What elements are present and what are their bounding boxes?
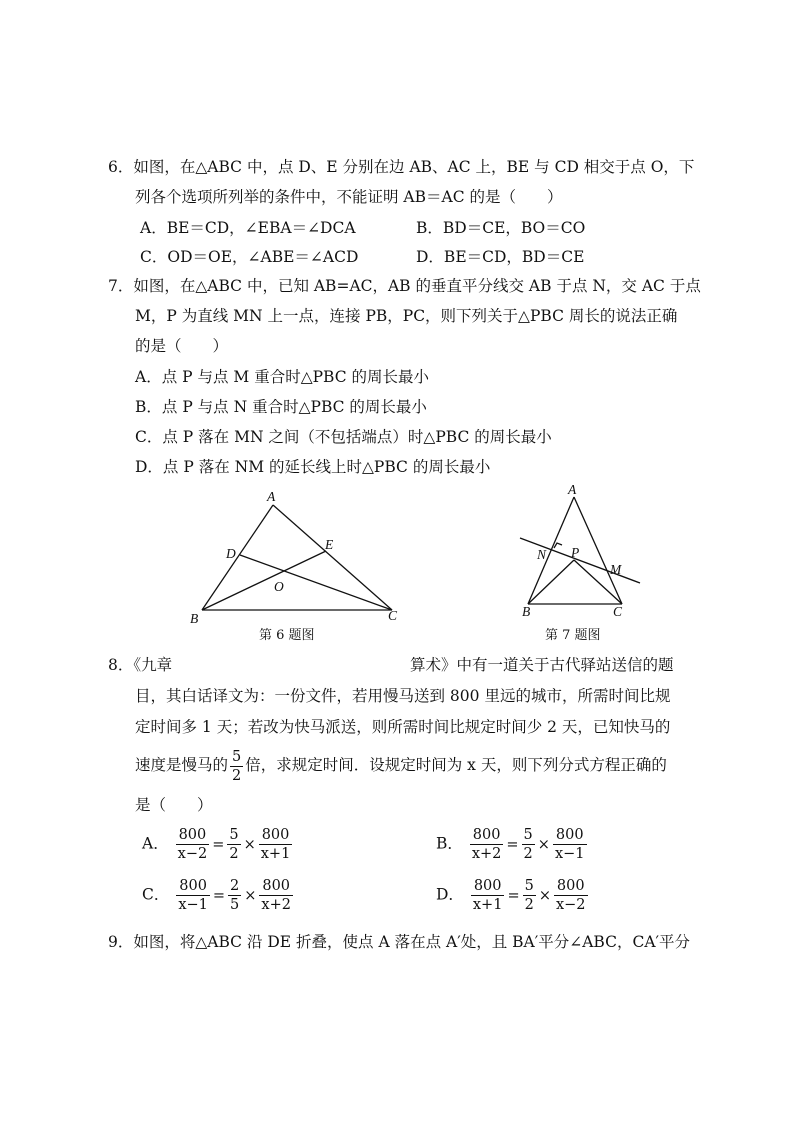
q8-option-b: B． $\frac{800}{x+2}$ = $\frac{5}{2}$ × $\frac{800}{x-1}$ — [436, 827, 585, 862]
q6-line-2: 列各个选项所列举的条件中，不能证明 AB＝AC 的是（ ） — [135, 188, 563, 206]
q8-option-a: A． $\frac{800}{x-2}$ = $\frac{5}{2}$ × $\frac{800}{x+1}$ — [142, 827, 291, 862]
fig6-side-ac — [273, 505, 392, 610]
fig7-label-n: N — [537, 547, 547, 562]
fig6-label-e: E — [325, 537, 334, 552]
q8-line-4 — [135, 745, 667, 785]
fig7-label-c: C — [613, 604, 623, 619]
q7-option-c: C．点 P 落在 MN 之间（不包括端点）时△PBC 的周长最小 — [135, 428, 552, 446]
fig6-label-b: B — [190, 611, 199, 626]
q7-line-2: M，P 为直线 MN 上一点，连接 PB，PC，则下列关于△PBC 周长的说法正确 — [135, 307, 678, 325]
fig6-label-a: A — [267, 489, 276, 504]
fig6-segment-cd — [240, 555, 392, 610]
fig7-side-ab — [528, 497, 574, 604]
q7-option-d: D．点 P 落在 NM 的延长线上时△PBC 的周长最小 — [135, 458, 491, 476]
fig6-label-o: O — [274, 579, 284, 594]
q6-option-a: A．BE＝CD，∠EBA＝∠DCA — [140, 219, 356, 237]
q7-option-a: A．点 P 与点 M 重合时△PBC 的周长最小 — [135, 368, 430, 386]
q8-option-c: C． $\frac{800}{x-1}$ = $\frac{2}{5}$ × $\frac{800}{x+2}$ — [142, 878, 291, 913]
q8-ratio-fraction: $\frac{5}{2}$ — [232, 748, 242, 784]
fig6-side-ab — [202, 505, 273, 610]
q9-line-1: 9．如图，将△ABC 沿 DE 折叠，使点 A 落在点 A′处，且 BA′平分∠ABC，CA′平分 — [108, 933, 691, 951]
fig7-label-p: P — [571, 545, 580, 560]
q7-line-1: 7．如图，在△ABC 中，已知 AB=AC，AB 的垂直平分线交 AB 于点 N，交 AC 于点 — [108, 277, 701, 295]
q8-line-3: 定时间多 1 天；若改为快马派送，则所需时间比规定时间少 2 天，已知快马的 — [135, 718, 671, 736]
fig6-segment-be — [202, 551, 326, 610]
fig7-side-ac — [574, 497, 622, 604]
q6-option-d: D．BE＝CD，BD＝CE — [416, 248, 585, 266]
q8-line-5: 是（ ） — [135, 796, 213, 814]
figure-7-diagram — [510, 483, 650, 623]
q8-line-2: 目，其白话译文为：一份文件，若用慢马送到 800 里远的城市，所需时间比规 — [135, 687, 671, 705]
q6-option-c: C．OD＝OE，∠ABE＝∠ACD — [140, 248, 359, 266]
figure-6-diagram — [180, 485, 410, 630]
q8-line-1a: 8．《九章 — [108, 656, 173, 674]
q6-line-1: 6．如图，在△ABC 中，点 D、E 分别在边 AB、AC 上，BE 与 CD 相交于点 O，下 — [108, 158, 695, 176]
fig7-label-m: M — [610, 562, 622, 577]
fig6-label-c: C — [388, 608, 398, 623]
fig7-label-a: A — [568, 483, 577, 497]
q7-line-3: 的是（ ） — [135, 337, 229, 355]
q8-line-4-post: 倍，求规定时间．设规定时间为 x 天，则下列分式方程正确的 — [245, 756, 667, 774]
q8-line-4-pre: 速度是慢马的 — [135, 756, 229, 774]
fig6-label-d: D — [226, 546, 236, 561]
q8-line-1b: 算术》中有一道关于古代驿站送信的题 — [410, 656, 674, 674]
fig7-segment-pb — [528, 560, 574, 604]
figure-6-caption: 第 6 题图 — [259, 628, 315, 643]
figure-7-caption: 第 7 题图 — [545, 628, 601, 643]
q6-option-b: B．BD＝CE，BO＝CO — [416, 219, 586, 237]
q7-option-b: B．点 P 与点 N 重合时△PBC 的周长最小 — [135, 398, 427, 416]
fig7-label-b: B — [522, 604, 531, 619]
q8-option-d: D． $\frac{800}{x+1}$ = $\frac{5}{2}$ × $\frac{800}{x-2}$ — [436, 878, 586, 913]
fig7-right-angle-mark — [554, 543, 562, 548]
